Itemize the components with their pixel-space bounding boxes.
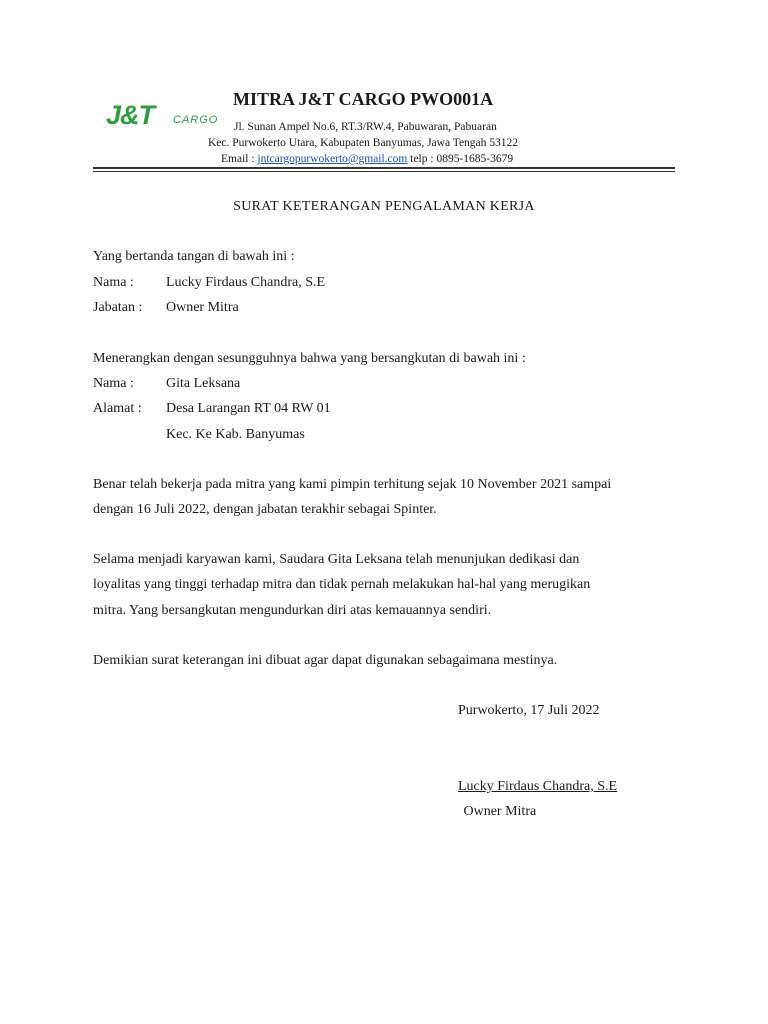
signer-position: Owner Mitra	[166, 300, 239, 315]
employee-address-line-1: Desa Larangan RT 04 RW 01	[166, 401, 331, 416]
letter-title: SURAT KETERANGAN PENGALAMAN KERJA	[233, 199, 535, 214]
address-line-2: Kec. Purwokerto Utara, Kabupaten Banyumas, Jawa Tengah 53122	[208, 137, 519, 149]
employee-name: Gita Leksana	[166, 376, 241, 391]
paragraph-2-line-2: loyalitas yang tinggi terhadap mitra dan tidak pernah melakukan hal-hal yang merugikan	[93, 577, 591, 592]
signature-name: Lucky Firdaus Chandra, S.E	[458, 779, 618, 794]
header-rule-thick	[93, 167, 675, 169]
paragraph-1-line-1: Benar telah bekerja pada mitra yang kami pimpin terhitung sejak 10 November 2021 sampai	[93, 477, 612, 492]
logo-mark: J&T	[106, 100, 155, 130]
company-name: MITRA J&T CARGO PWO001A	[233, 89, 494, 109]
paragraph-2-line-3: mitra. Yang bersangkutan mengundurkan diri atas kemauannya sendiri.	[93, 603, 492, 618]
email-link[interactable]: jntcargopurwokerto@gmail.com	[257, 153, 408, 165]
contact-line	[221, 153, 513, 165]
phone-text: telp : 0895-1685-3679	[407, 153, 514, 165]
place-date: Purwokerto, 17 Juli 2022	[458, 703, 600, 718]
email-label: Email :	[221, 153, 258, 165]
paragraph-1-line-2: dengan 16 Juli 2022, dengan jabatan terakhir sebagai Spinter.	[93, 502, 437, 517]
intro-text: Yang bertanda tangan di bawah ini :	[93, 249, 295, 264]
closing-text: Demikian surat keterangan ini dibuat agar dapat digunakan sebagaimana mestinya.	[93, 653, 558, 668]
employee-address-label: Alamat :	[93, 401, 142, 416]
signer-position-label: Jabatan :	[93, 300, 143, 315]
signer-name-label: Nama :	[93, 275, 134, 290]
signer-name: Lucky Firdaus Chandra, S.E	[166, 275, 326, 290]
address-line-1: Jl. Sunan Ampel No.6, RT.3/RW.4, Pabuwaran, Pabuaran	[234, 121, 497, 133]
statement-text: Menerangkan dengan sesungguhnya bahwa yang bersangkutan di bawah ini :	[93, 351, 526, 366]
logo-subtext: CARGO	[173, 114, 219, 126]
employee-name-label: Nama :	[93, 376, 134, 391]
company-logo	[106, 100, 218, 134]
header-rule-thin	[93, 171, 675, 172]
signature-title: Owner Mitra	[460, 804, 537, 819]
paragraph-2-line-1: Selama menjadi karyawan kami, Saudara Gita Leksana telah menunjukan dedikasi dan	[93, 552, 580, 567]
employee-address-line-2: Kec. Ke Kab. Banyumas	[166, 427, 305, 442]
